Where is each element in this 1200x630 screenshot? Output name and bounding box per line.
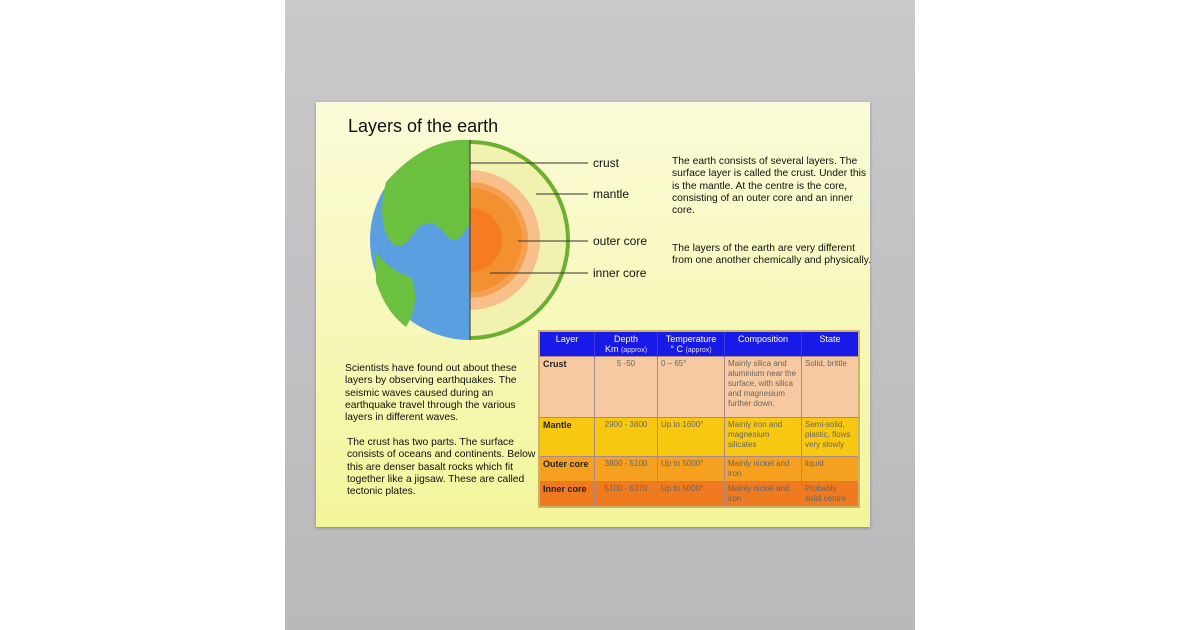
cell-state: Solid, brittle	[802, 357, 860, 418]
intro-paragraph-1: The earth consists of several layers. The surface layer is called the crust. Under this is the mantle. At the centre is the core, consisting of an outer core and an inner core.	[672, 156, 867, 217]
cell-temperature: Up to 1600°	[658, 418, 725, 457]
label-inner-core: inner core	[593, 266, 647, 280]
cell-state: liquid	[802, 457, 860, 482]
cell-layer: Inner core	[539, 482, 595, 508]
table-row	[539, 457, 859, 482]
header-composition: Composition	[725, 331, 802, 357]
label-outer-core: outer core	[593, 234, 648, 248]
side-paragraph-2: The crust has two parts. The surface consists of oceans and continents. Below this are denser basalt rocks which fit together like a jigsaw. These are called tectonic plates.	[347, 437, 536, 498]
table-row	[539, 482, 859, 508]
label-crust: crust	[593, 156, 620, 170]
table-row	[539, 418, 859, 457]
cell-depth: 2900 - 3800	[595, 418, 658, 457]
cell-state: Semi-solid, plastic, flows very slowly	[802, 418, 860, 457]
cell-composition: Mainly nickel and iron	[725, 482, 802, 508]
cell-state: Probably solid centre	[802, 482, 860, 508]
cell-temperature: 0 – 65°	[658, 357, 725, 418]
header-temp-approx: (approx)	[685, 347, 712, 354]
table-header-row	[539, 331, 859, 357]
cell-temperature: Up to 5000°	[658, 482, 725, 508]
table-row	[539, 357, 859, 418]
side-paragraph-1: Scientists have found out about these layers by observing earthquakes. The seismic waves caused during an earthquake travel through the various layers in different waves.	[345, 363, 517, 424]
header-depth	[595, 331, 658, 357]
cell-composition: Mainly iron and magnesium silicates	[725, 418, 802, 457]
cell-composition: Mainly silica and aluminium near the surface, with silica and magnesium further down.	[725, 357, 802, 418]
intro-paragraph-2: The layers of the earth are very different from one another chemically and physically.	[672, 243, 871, 267]
cell-temperature: Up to 5000°	[658, 457, 725, 482]
header-temperature	[658, 331, 725, 357]
cell-depth: 5 -50	[595, 357, 658, 418]
layers-table	[538, 330, 860, 508]
header-depth-unit: Km	[604, 344, 619, 354]
header-temp-unit: ° C	[670, 344, 683, 354]
header-depth-label: Depth	[613, 334, 639, 344]
cell-layer: Crust	[539, 357, 595, 418]
cell-depth: 5100 - 6370	[595, 482, 658, 508]
poster	[316, 102, 870, 527]
header-depth-approx: (approx)	[620, 347, 648, 354]
label-mantle: mantle	[593, 187, 630, 201]
earth-cross-section-diagram	[316, 102, 870, 362]
poster-title: Layers of the earth	[348, 116, 499, 136]
header-state: State	[802, 331, 860, 357]
cell-layer: Outer core	[539, 457, 595, 482]
cell-depth: 3800 - 5100	[595, 457, 658, 482]
cell-layer: Mantle	[539, 418, 595, 457]
header-layer: Layer	[539, 331, 595, 357]
cell-composition: Mainly nickel and iron	[725, 457, 802, 482]
header-temp-label: Temperature	[665, 334, 717, 344]
